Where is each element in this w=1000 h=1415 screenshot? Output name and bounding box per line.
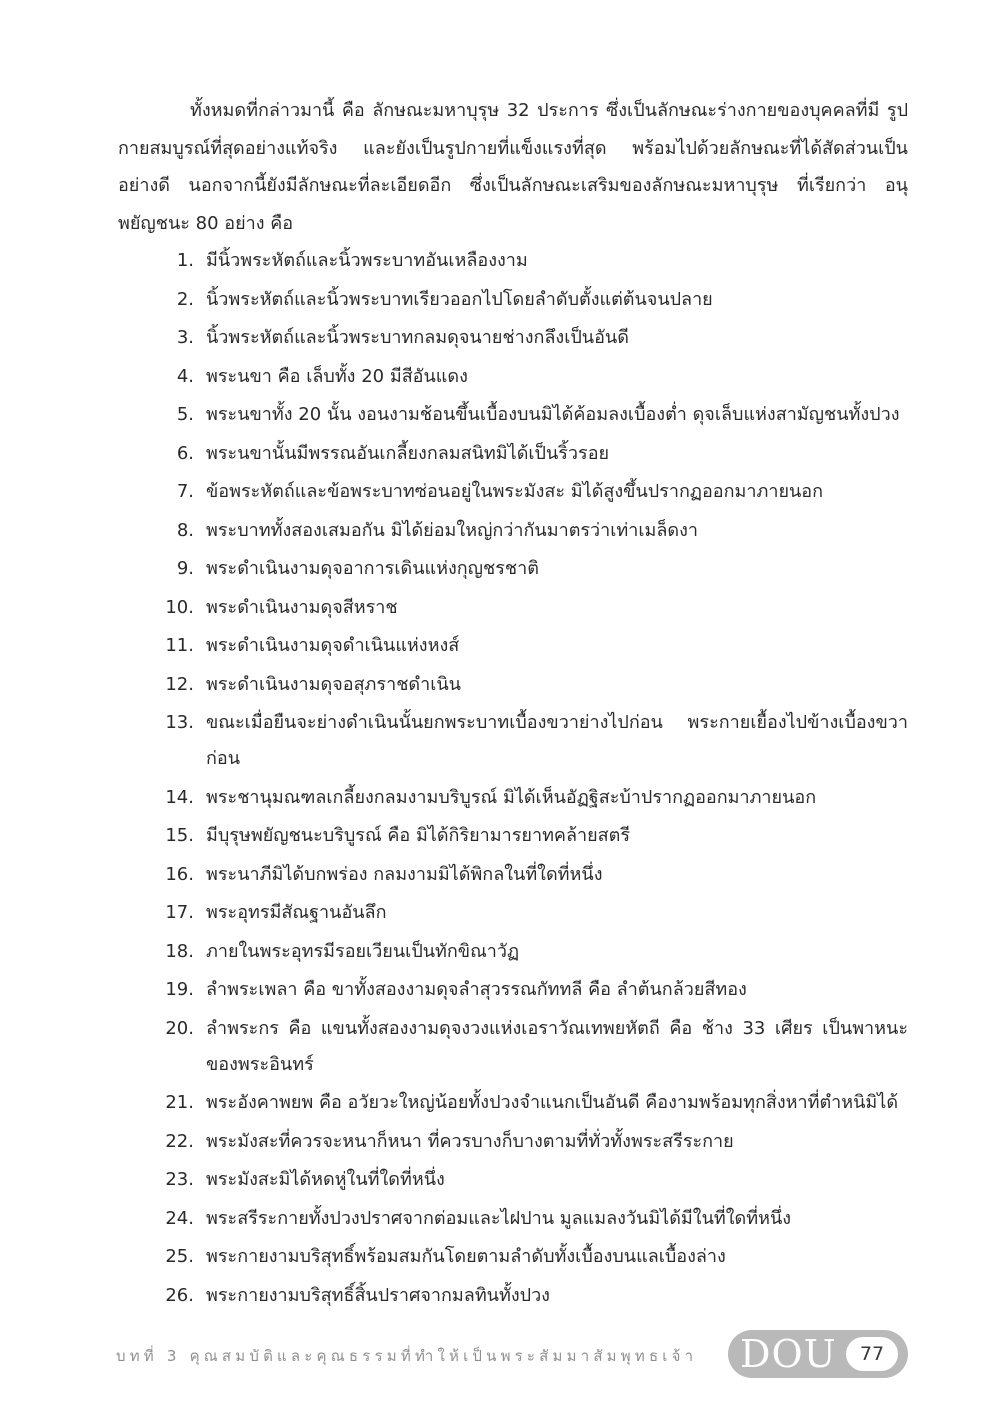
list-item-text: ข้อพระหัตถ์และข้อพระบาทซ่อนอยู่ในพระมังสะ มิได้สูงขึ้นปรากฏออกมาภายนอก bbox=[206, 481, 824, 502]
list-item-number: 19. bbox=[165, 979, 194, 1000]
list-item-text: พระนขานั้นมีพรรณอันเกลี้ยงกลมสนิทมิได้เป็นริ้วรอย bbox=[206, 442, 610, 464]
list-item-number: 11. bbox=[165, 635, 194, 656]
list-item-text: พระบาททั้งสองเสมอกัน มิได้ย่อมใหญ่กว่ากันมาตรว่าเท่าเมล็ดงา bbox=[206, 519, 699, 541]
list-item bbox=[118, 667, 908, 703]
list-item bbox=[118, 243, 908, 279]
intro-paragraph: ทั้งหมดที่กล่าวมานี้ คือ ลักษณะมหาบุรุษ 32 ประการ ซึ่งเป็นลักษณะร่างกายของบุคคลที่มี รูปกายสมบูรณ์ที่สุดอย่างแท้จริง และยังเป็นรูปกายที่แข็งแรงที่สุด พร้อมไปด้วยลักษณะที่ได้สัดส่วนเป็นอย่างดี นอกจากนี้ยังมีลักษณะที่ละเอียดอีก ซึ่งเป็นลักษณะเสริมของลักษณะมหาบุรุษ ที่เรียกว่า อนุพยัญชนะ 80 อย่าง คือ bbox=[118, 100, 908, 234]
dou-logo-badge bbox=[728, 1330, 908, 1378]
list-item bbox=[118, 818, 908, 854]
list-item bbox=[118, 972, 908, 1008]
list-item-text: พระกายงามบริสุทธิ์พร้อมสมกันโดยตามลำดับทั้งเบื้องบนแลเบื้องล่าง bbox=[206, 1246, 726, 1267]
list-item-number: 18. bbox=[165, 940, 194, 962]
list-item-text: พระดำเนินงามดุจดำเนินแห่งหงส์ bbox=[206, 635, 460, 656]
list-item bbox=[118, 513, 908, 549]
list-item-text: นิ้วพระหัตถ์และนิ้วพระบาทกลมดุจนายช่างกลึงเป็นอันดี bbox=[206, 327, 629, 348]
list-item-number: 16. bbox=[165, 863, 194, 885]
list-item bbox=[118, 1201, 908, 1237]
list-item-text: พระนขาทั้ง 20 นั้น งอนงามช้อนขึ้นเบื้องบนมิได้ค้อมลงเบื้องต่ำ ดุจเล็บแห่งสามัญชนทั้งปวง bbox=[206, 404, 900, 425]
list-item-text: ภายในพระอุทรมีรอยเวียนเป็นทักขิณาวัฏ bbox=[206, 940, 520, 962]
dou-logo-text: DOU bbox=[740, 1332, 837, 1376]
list-item-text: ขณะเมื่อยืนจะย่างดำเนินนั้นยกพระบาทเบื้องขวาย่างไปก่อน พระกายเยื้องไปข้างเบื้องขวาก่อน bbox=[206, 712, 908, 769]
list-item bbox=[118, 895, 908, 931]
list-item bbox=[118, 320, 908, 356]
list-item-text: พระอุทรมีสัณฐานอันลึก bbox=[206, 902, 387, 923]
list-item-number: 15. bbox=[165, 825, 194, 846]
list-item-number: 6. bbox=[176, 442, 194, 464]
list-item bbox=[118, 628, 908, 664]
list-item-number: 26. bbox=[165, 1284, 194, 1306]
list-item-text: พระชานุมณฑลเกลี้ยงกลมงามบริบูรณ์ มิได้เห็นอัฏฐิสะบ้าปรากฏออกมาภายนอก bbox=[206, 786, 817, 808]
list-item bbox=[118, 436, 908, 472]
list-item-text: พระนาภีมิได้บกพร่อง กลมงามมิได้พิกลในที่ใดที่หนึ่ง bbox=[206, 863, 603, 885]
list-item bbox=[118, 590, 908, 626]
list-item-number: 20. bbox=[165, 1017, 194, 1039]
list-item-text: มีนิ้วพระหัตถ์และนิ้วพระบาทอันเหลืองงาม bbox=[206, 250, 528, 271]
list-item-number: 9. bbox=[176, 558, 194, 579]
list-item-text: พระสรีระกายทั้งปวงปราศจากต่อมและไฝปาน มูลแมลงวันมิได้มีในที่ใดที่หนึ่ง bbox=[206, 1207, 792, 1229]
list-item bbox=[118, 705, 908, 777]
list-item bbox=[118, 282, 908, 318]
list-item-text: พระอังคาพยพ คือ อวัยวะใหญ่น้อยทั้งปวงจำแนกเป็นอันดี คืองามพร้อมทุกสิ่งหาที่ตำหนิมิได้ bbox=[206, 1092, 899, 1113]
list-item bbox=[118, 780, 908, 816]
page-number: 77 bbox=[846, 1337, 898, 1371]
list-item-number: 22. bbox=[165, 1130, 194, 1152]
list-item-number: 7. bbox=[176, 481, 194, 502]
list-item-number: 14. bbox=[165, 786, 194, 808]
list-item-number: 8. bbox=[176, 519, 194, 541]
list-item bbox=[118, 1239, 908, 1275]
chapter-title: บทที่ 3 คุณสมบัติและคุณธรรมที่ทำให้เป็นพระสัมมาสัมพุทธเจ้า bbox=[116, 1347, 698, 1365]
list-item-number: 10. bbox=[165, 596, 194, 618]
list-item-number: 21. bbox=[165, 1092, 194, 1113]
page-footer bbox=[0, 1330, 1000, 1380]
list-item bbox=[118, 1278, 908, 1314]
list-item-text: ลำพระกร คือ แขนทั้งสองงามดุจงวงแห่งเอราวัณเทพยหัตถี คือ ช้าง 33 เศียร เป็นพาหนะของพระอินทร์ bbox=[206, 1017, 908, 1075]
list-item-number: 1. bbox=[176, 250, 194, 271]
list-item-number: 2. bbox=[176, 288, 194, 310]
list-item bbox=[118, 1124, 908, 1160]
list-item-text: พระดำเนินงามดุจสีหราช bbox=[206, 596, 398, 618]
list-item bbox=[118, 934, 908, 970]
list-item bbox=[118, 1011, 908, 1083]
list-item bbox=[118, 474, 908, 510]
list-item-number: 17. bbox=[165, 902, 194, 923]
features-list bbox=[118, 243, 908, 1316]
list-item-text: นิ้วพระหัตถ์และนิ้วพระบาทเรียวออกไปโดยลำดับตั้งแต่ต้นจนปลาย bbox=[206, 288, 713, 310]
list-item bbox=[118, 359, 908, 395]
list-item-text: พระดำเนินงามดุจอสุภราชดำเนิน bbox=[206, 673, 461, 695]
list-item bbox=[118, 1162, 908, 1198]
list-item-number: 4. bbox=[176, 365, 194, 387]
list-item-text: พระมังสะมิได้หดหู่ในที่ใดที่หนึ่ง bbox=[206, 1169, 445, 1190]
list-item-number: 24. bbox=[165, 1207, 194, 1229]
list-item-text: พระดำเนินงามดุจอาการเดินแห่งกุญชรชาติ bbox=[206, 558, 539, 579]
list-item bbox=[118, 397, 908, 433]
list-item bbox=[118, 857, 908, 893]
list-item-number: 13. bbox=[165, 712, 194, 733]
list-item bbox=[118, 1085, 908, 1121]
list-item-text: มีบุรุษพยัญชนะบริบูรณ์ คือ มิได้กิริยามารยาทคล้ายสตรี bbox=[206, 825, 631, 846]
list-item-number: 12. bbox=[165, 673, 194, 695]
list-item-number: 23. bbox=[165, 1169, 194, 1190]
list-item-number: 3. bbox=[176, 327, 194, 348]
list-item-text: พระมังสะที่ควรจะหนาก็หนา ที่ควรบางก็บางตามที่ทั่วทั้งพระสรีระกาย bbox=[206, 1130, 734, 1152]
list-item bbox=[118, 551, 908, 587]
list-item-number: 5. bbox=[176, 404, 194, 425]
list-item-text: พระนขา คือ เล็บทั้ง 20 มีสีอันแดง bbox=[206, 365, 468, 387]
list-item-text: ลำพระเพลา คือ ขาทั้งสองงามดุจลำสุวรรณกัททลี คือ ลำต้นกล้วยสีทอง bbox=[206, 979, 747, 1000]
list-item-number: 25. bbox=[165, 1246, 194, 1267]
list-item-text: พระกายงามบริสุทธิ์สิ้นปราศจากมลทินทั้งปวง bbox=[206, 1284, 550, 1306]
